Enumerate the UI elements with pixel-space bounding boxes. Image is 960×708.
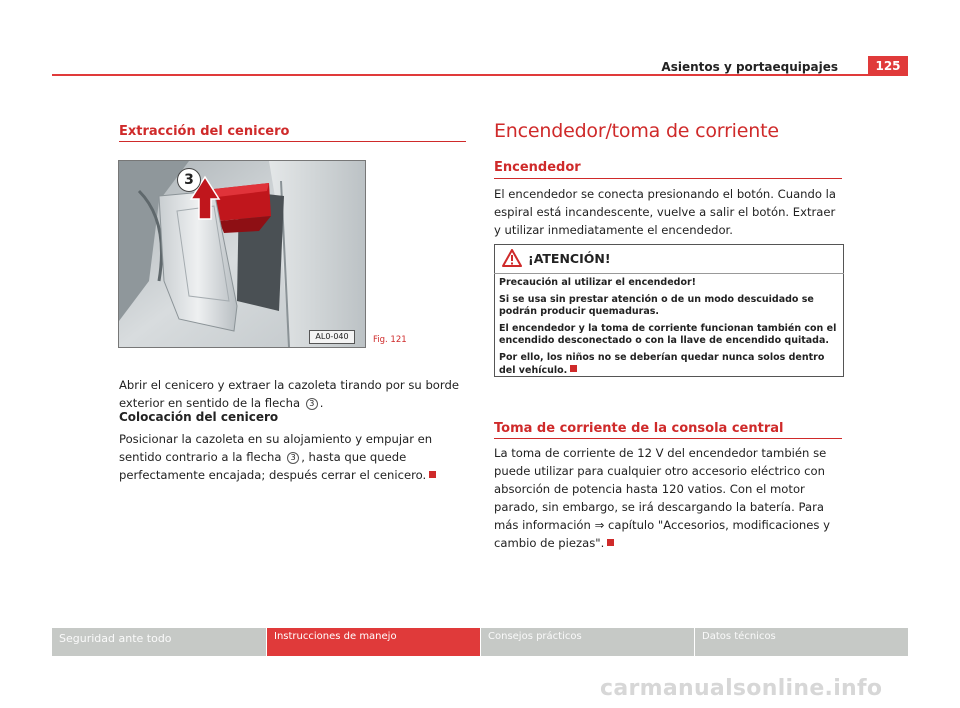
warning-line-text: Por ello, los niños no se deberían quedar nunca solos dentro del vehículo. [499, 351, 825, 376]
watermark: carmanualsonline.info [600, 676, 883, 701]
page-number: 125 [868, 56, 908, 76]
running-header-section: Asientos y portaequipajes [661, 60, 838, 74]
warning-line: Precaución al utilizar el encendedor! [499, 277, 696, 288]
cross-reference-link[interactable]: capítulo "Accesorios, modificaciones y cambio de piezas". [494, 518, 830, 550]
paragraph-power-socket [494, 444, 846, 552]
end-of-section-mark [607, 539, 614, 546]
heading-rule [494, 178, 842, 179]
paragraph-ashtray-open [119, 376, 469, 412]
footer-tab-technical-data[interactable]: Datos técnicos [695, 628, 908, 656]
paragraph-lighter: El encendedor se conecta presionando el botón. Cuando la espiral está incandescente, vuelve a salir el botón. Extraer y utilizar inmediatamente el encendedor. [494, 187, 836, 237]
warning-body [499, 277, 841, 381]
section-heading-power-socket: Toma de corriente de la consola central [494, 421, 784, 436]
header-rule [52, 74, 908, 76]
chapter-title: Encendedor/toma de corriente [494, 120, 779, 142]
callout-3: 3 [287, 452, 299, 464]
paragraph-ashtray-install [119, 430, 469, 484]
figure-caption: Fig. 121 [373, 335, 407, 345]
heading-rule [494, 438, 842, 439]
figure-ashtray-image [118, 160, 366, 348]
warning-title: ¡ATENCIÓN! [528, 251, 611, 266]
footer-tab-safety[interactable]: Seguridad ante todo [52, 628, 266, 656]
subheading-ashtray-install: Colocación del cenicero [119, 410, 279, 424]
figure-code-label: AL0-040 [309, 330, 355, 344]
section-heading-ashtray-removal: Extracción del cenicero [119, 124, 290, 139]
end-of-section-mark [429, 471, 436, 478]
heading-rule [119, 141, 466, 142]
section-heading-lighter: Encendedor [494, 160, 581, 175]
warning-triangle-icon [502, 249, 522, 267]
cross-reference-arrow-icon: ⇒ [594, 518, 605, 532]
warning-line [499, 352, 841, 377]
footer-tab-operating-instructions[interactable]: Instrucciones de manejo [267, 628, 480, 656]
footer-tab-practical-tips[interactable]: Consejos prácticos [481, 628, 694, 656]
warning-separator [494, 273, 844, 274]
paragraph-text: La toma de corriente de 12 V del encendedor también se puede utilizar para cualquier otro accesorio eléctrico con absorción de potencia hasta 120 vatios. Con el motor parado, sin embargo, se irá descargando la batería. Para más información [494, 446, 827, 532]
callout-3: 3 [306, 398, 318, 410]
warning-line: El encendedor y la toma de corriente funcionan también con el encendido desconectado o con la llave de encendido quitada. [499, 322, 837, 347]
paragraph-text: , hasta que quede perfectamente encajada; después cerrar el cenicero. [119, 450, 427, 482]
figure-callout-marker: 3 [177, 168, 201, 192]
end-of-section-mark [570, 365, 577, 372]
paragraph-text: . [319, 396, 324, 410]
paragraph-text: Abrir el cenicero y extraer la cazoleta tirando por su borde exterior en sentido de la flecha [119, 378, 459, 410]
ashtray-illustration [119, 161, 365, 347]
warning-line: Si se usa sin prestar atención o de un modo descuidado se podrán producir quemaduras. [499, 293, 814, 318]
paragraph-text: Posicionar la cazoleta en su alojamiento y empujar en sentido contrario a la flecha [119, 432, 433, 464]
